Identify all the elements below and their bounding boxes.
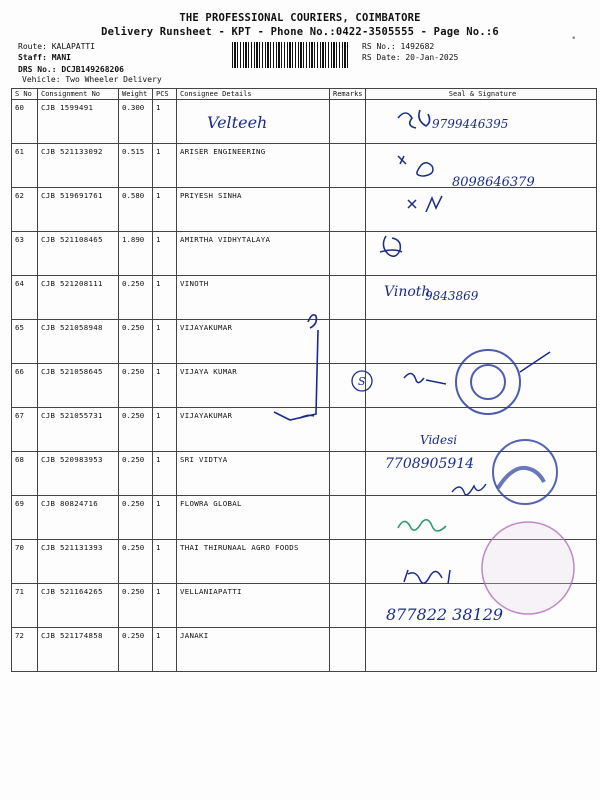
cell-signature — [366, 584, 597, 628]
table-row — [12, 188, 597, 232]
cell-consignee: VELLANIAPATTI — [177, 584, 330, 628]
col-header-remarks: Remarks — [330, 89, 366, 100]
cell-consignment: CJB 521133092 — [38, 144, 119, 188]
cell-signature — [366, 364, 597, 408]
cell-pcs: 1 — [153, 320, 177, 364]
cell-consignee: PRIYESH SINHA — [177, 188, 330, 232]
cell-remarks — [330, 320, 366, 364]
cell-weight: 0.250 — [119, 320, 153, 364]
cell-weight: 0.250 — [119, 496, 153, 540]
cell-sno: 69 — [12, 496, 38, 540]
cell-signature — [366, 100, 597, 144]
cell-remarks — [330, 408, 366, 452]
rs-number: RS No.: 1492682 — [362, 42, 435, 51]
cell-signature — [366, 232, 597, 276]
table-row — [12, 100, 597, 144]
cell-weight: 0.250 — [119, 540, 153, 584]
cell-sno: 72 — [12, 628, 38, 672]
cell-consignee: VIJAYAKUMAR — [177, 408, 330, 452]
barcode — [232, 42, 350, 68]
handwritten-phone: 9799446395 — [432, 117, 509, 131]
handwritten-name: Velteeh — [207, 113, 268, 132]
table-header-row — [12, 89, 597, 100]
cell-remarks — [330, 144, 366, 188]
cell-pcs: 1 — [153, 584, 177, 628]
cell-sno: 61 — [12, 144, 38, 188]
cell-sno: 62 — [12, 188, 38, 232]
cell-consignee: SRI VIDTYA — [177, 452, 330, 496]
handwritten-phone: 9843869 — [425, 289, 479, 303]
vehicle-label: Vehicle: Two Wheeler Delivery — [22, 75, 162, 84]
cell-weight: 0.250 — [119, 276, 153, 320]
col-header-weight: Weight — [119, 89, 153, 100]
cell-remarks — [330, 100, 366, 144]
cell-consignee: VIJAYAKUMAR — [177, 320, 330, 364]
handwritten-phone: 877822 38129 — [386, 605, 504, 624]
handwritten-phone: 8098646379 — [452, 175, 535, 190]
cell-weight: 1.890 — [119, 232, 153, 276]
drs-number: DRS No.: DCJB149268206 — [18, 65, 124, 74]
remark-mark: S — [358, 375, 366, 388]
cell-consignee: AMIRTHA VIDHYTALAYA — [177, 232, 330, 276]
cell-remarks — [330, 496, 366, 540]
cell-pcs: 1 — [153, 408, 177, 452]
cell-consignment: CJB 521055731 — [38, 408, 119, 452]
col-header-signature: Seal & Signature — [366, 89, 597, 100]
table-row — [12, 276, 597, 320]
cell-pcs: 1 — [153, 188, 177, 232]
cell-signature — [366, 496, 597, 540]
cell-sno: 70 — [12, 540, 38, 584]
cell-sno: 64 — [12, 276, 38, 320]
runsheet-table — [11, 88, 597, 672]
cell-pcs: 1 — [153, 364, 177, 408]
table-row — [12, 364, 597, 408]
handwritten-phone: 7708905914 — [385, 456, 475, 472]
cell-signature — [366, 144, 597, 188]
cell-weight: 0.250 — [119, 452, 153, 496]
cell-remarks — [330, 188, 366, 232]
cell-sno: 68 — [12, 452, 38, 496]
cell-consignment: CJB 521164265 — [38, 584, 119, 628]
col-header-sno: S No — [12, 89, 38, 100]
cell-pcs: 1 — [153, 100, 177, 144]
cell-sno: 60 — [12, 100, 38, 144]
cell-weight: 0.250 — [119, 408, 153, 452]
cell-signature — [366, 540, 597, 584]
table-row — [12, 452, 597, 496]
cell-consignment: CJB 521058948 — [38, 320, 119, 364]
cell-consignment: CJB 521174858 — [38, 628, 119, 672]
rs-date: RS Date: 20-Jan-2025 — [362, 53, 459, 62]
cell-sno: 71 — [12, 584, 38, 628]
cell-pcs: 1 — [153, 496, 177, 540]
table-row — [12, 540, 597, 584]
handwritten-name: Vinoth — [384, 284, 431, 300]
cell-pcs: 1 — [153, 232, 177, 276]
table-row — [12, 144, 597, 188]
cell-consignment: CJB 521131393 — [38, 540, 119, 584]
cell-weight: 0.250 — [119, 364, 153, 408]
cell-weight: 0.300 — [119, 100, 153, 144]
cell-sno: 66 — [12, 364, 38, 408]
cell-pcs: 1 — [153, 144, 177, 188]
cell-consignment: CJB 521108465 — [38, 232, 119, 276]
cell-consignee: ARISER ENGINEERING — [177, 144, 330, 188]
cell-sno: 65 — [12, 320, 38, 364]
cell-consignment: CJB 1599491 — [38, 100, 119, 144]
cell-remarks — [330, 584, 366, 628]
handwritten-name: Videsi — [420, 433, 458, 447]
cell-weight: 0.580 — [119, 188, 153, 232]
col-header-consignee: Consignee Details — [177, 89, 330, 100]
cell-signature — [366, 276, 597, 320]
cell-consignee: JANAKI — [177, 628, 330, 672]
cell-remarks — [330, 232, 366, 276]
runsheet-subtitle: Delivery Runsheet - KPT - Phone No.:0422-3505555 - Page No.:6 — [101, 26, 499, 38]
cell-pcs: 1 — [153, 628, 177, 672]
company-title: THE PROFESSIONAL COURIERS, COIMBATORE — [179, 12, 421, 24]
cell-consignment: CJB 521208111 — [38, 276, 119, 320]
page-mark: • — [571, 34, 577, 44]
table-row — [12, 496, 597, 540]
cell-consignee: THAI THIRUNAAL AGRO FOODS — [177, 540, 330, 584]
cell-remarks — [330, 628, 366, 672]
table-row — [12, 628, 597, 672]
cell-consignee: FLOWRA GLOBAL — [177, 496, 330, 540]
cell-signature — [366, 188, 597, 232]
cell-consignment: CJB 519691761 — [38, 188, 119, 232]
cell-pcs: 1 — [153, 452, 177, 496]
cell-signature — [366, 452, 597, 496]
cell-weight: 0.515 — [119, 144, 153, 188]
table-row — [12, 320, 597, 364]
cell-consignment: CJB 520983953 — [38, 452, 119, 496]
route-label: Route: KALAPATTI — [18, 42, 96, 51]
col-header-consignment: Consignment No — [38, 89, 119, 100]
cell-weight: 0.250 — [119, 584, 153, 628]
cell-remarks — [330, 364, 366, 408]
cell-remarks — [330, 540, 366, 584]
cell-consignee — [177, 100, 330, 144]
cell-sno: 63 — [12, 232, 38, 276]
cell-signature — [366, 628, 597, 672]
col-header-pcs: PCS — [153, 89, 177, 100]
cell-consignment: CJB 80824716 — [38, 496, 119, 540]
cell-signature — [366, 320, 597, 364]
cell-weight: 0.250 — [119, 628, 153, 672]
table-row — [12, 584, 597, 628]
cell-pcs: 1 — [153, 276, 177, 320]
cell-consignee: VINOTH — [177, 276, 330, 320]
cell-pcs: 1 — [153, 540, 177, 584]
cell-remarks — [330, 452, 366, 496]
cell-sno: 67 — [12, 408, 38, 452]
cell-consignee: VIJAYA KUMAR — [177, 364, 330, 408]
cell-signature — [366, 408, 597, 452]
cell-remarks — [330, 276, 366, 320]
staff-label: Staff: MANI — [18, 53, 71, 62]
table-row — [12, 232, 597, 276]
cell-consignment: CJB 521058645 — [38, 364, 119, 408]
table-row — [12, 408, 597, 452]
